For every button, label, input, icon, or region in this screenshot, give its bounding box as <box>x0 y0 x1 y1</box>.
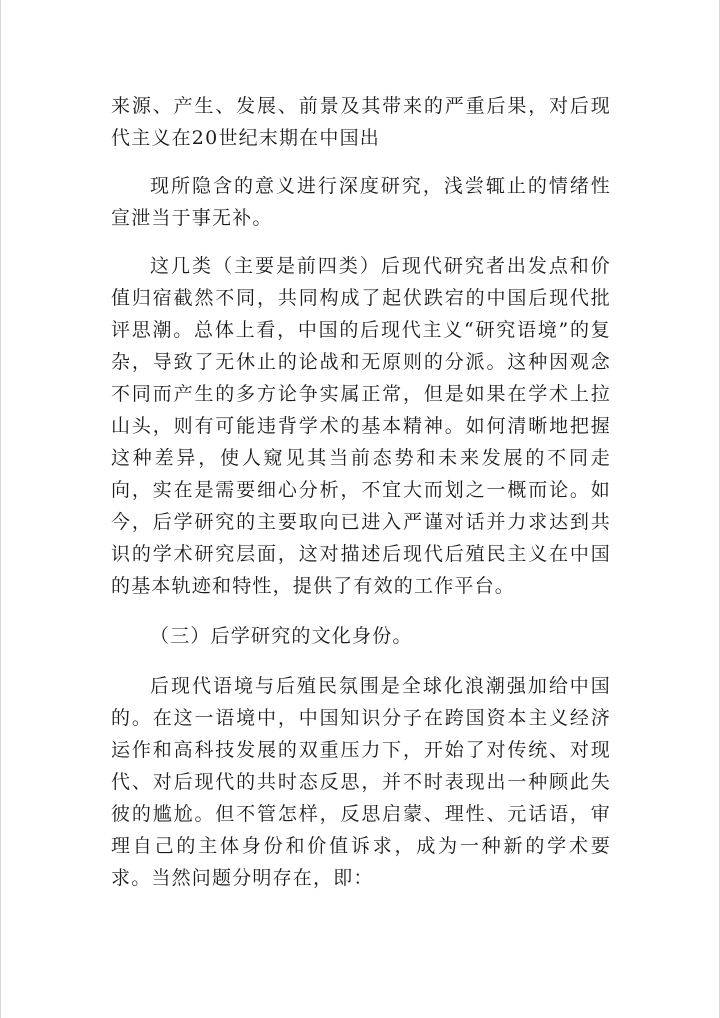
paragraph-2: 现所隐含的意义进行深度研究，浅尝辄止的情绪性宣泄当于事无补。 <box>111 175 611 229</box>
paragraph-3: 这几类（主要是前四类）后现代研究者出发点和价值归宿截然不同，共同构成了起伏跌宕的中国后现代批评思潮。总体上看，中国的后现代主义“研究语境”的复杂，导致了无休止的论战和无原则的分派。这种因观念不同而产生的多方论争实属正常，但是如果在学术上拉山头，则有可能违背学术的基本精神。如何清晰地把握这种差异，使人窥见其当前态势和未来发展的不同走向，实在是需要细心分析，不宜大而划之一概而论。如今，后学研究的主要取向已进入严谨对话并力求达到共识的学术研究层面，这对描述后现代后殖民主义在中国的基本轨迹和特性，提供了有效的工作平台。 <box>111 255 611 597</box>
paragraph-1: 来源、产生、发展、前景及其带来的严重后果，对后现代主义在20世纪末期在中国出 <box>111 95 611 149</box>
document-body <box>111 90 611 894</box>
paragraph-4: 后现代语境与后殖民氛围是全球化浪潮强加给中国的。在这一语境中，中国知识分子在跨国资本主义经济运作和高科技发展的双重压力下，开始了对传统、对现代、对后现代的共时态反思，并不时表现出一种顾此失彼的尴尬。但不管怎样，反思启蒙、理性、元话语，审理自己的主体身份和价值诉求，成为一种新的学术要求。当然问题分明存在，即： <box>111 675 611 889</box>
section-heading: （三）后学研究的文化身份。 <box>150 625 413 647</box>
